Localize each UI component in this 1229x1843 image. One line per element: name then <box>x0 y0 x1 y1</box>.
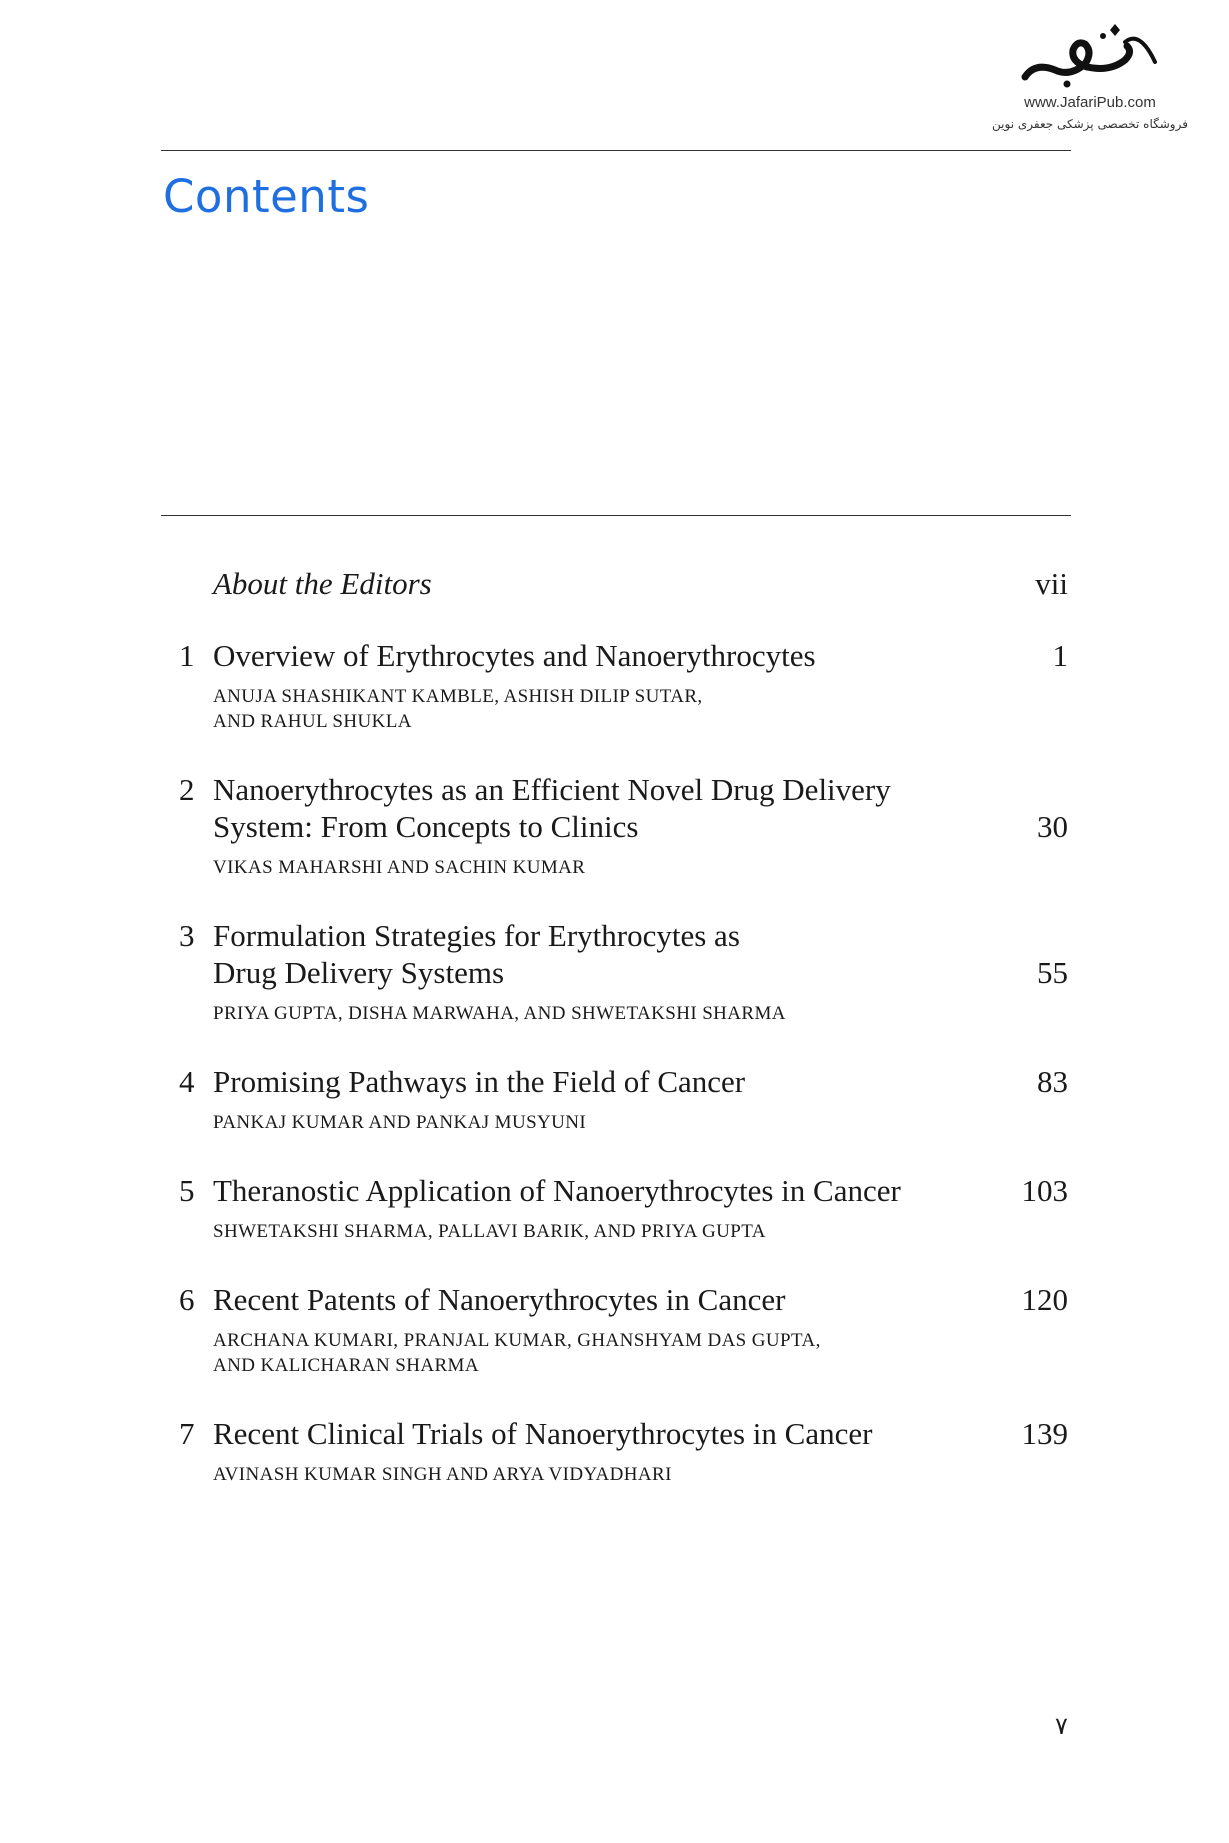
chapter-title-line: System: From Concepts to Clinics <box>213 809 639 844</box>
toc-entry-about-editors[interactable] <box>161 565 1071 602</box>
chapter-authors <box>213 1328 1071 1378</box>
authors-line: SHWETAKSHI SHARMA, PALLAVI BARIK, AND PRIYA GUPTA <box>213 1221 766 1242</box>
publisher-logo-icon <box>1015 22 1165 92</box>
top-rule <box>161 150 1071 151</box>
chapter-authors <box>213 684 1071 734</box>
authors-line: PANKAJ KUMAR AND PANKAJ MUSYUNI <box>213 1112 587 1133</box>
chapter-title: Theranostic Application of Nanoerythrocytes in Cancer <box>213 1173 901 1208</box>
chapter-number: 2 <box>179 772 195 807</box>
page-heading: Contents <box>163 170 370 223</box>
authors-line: AND RAHUL SHUKLA <box>213 711 412 732</box>
chapter-title: Recent Clinical Trials of Nanoerythrocytes in Cancer <box>213 1416 873 1451</box>
chapter-page: 30 <box>1037 809 1068 844</box>
chapter-authors <box>213 855 1071 880</box>
chapter-number: 7 <box>179 1416 195 1451</box>
authors-line: VIKAS MAHARSHI AND SACHIN KUMAR <box>213 857 586 878</box>
chapter-title: Promising Pathways in the Field of Cancer <box>213 1064 746 1099</box>
chapter-authors <box>213 1110 1071 1135</box>
chapter-title-line: Drug Delivery Systems <box>213 955 505 990</box>
toc-entry-chapter-7[interactable] <box>161 1415 1071 1487</box>
chapter-page: 103 <box>1021 1173 1068 1208</box>
toc-entry-chapter-4[interactable] <box>161 1063 1071 1135</box>
publisher-watermark <box>985 22 1195 131</box>
chapter-page: 83 <box>1037 1064 1068 1099</box>
toc-entry-chapter-6[interactable] <box>161 1281 1071 1378</box>
authors-line: PRIYA GUPTA, DISHA MARWAHA, AND SHWETAKSHI SHARMA <box>213 1003 786 1024</box>
page-folio: ۷ <box>1055 1714 1068 1740</box>
chapter-page: 139 <box>1021 1416 1068 1451</box>
chapter-number: 5 <box>179 1173 195 1208</box>
chapter-authors <box>213 1462 1071 1487</box>
chapter-page: 1 <box>1052 638 1068 673</box>
watermark-url: www.JafariPub.com <box>1024 94 1156 111</box>
chapter-number: 4 <box>179 1064 195 1099</box>
chapter-page: 55 <box>1037 955 1068 990</box>
chapter-number: 3 <box>179 918 195 953</box>
watermark-shop-name: فروشگاه تخصصی پزشکی جعفری نوین <box>992 117 1188 131</box>
table-of-contents <box>161 565 1071 1524</box>
toc-entry-chapter-1[interactable] <box>161 637 1071 734</box>
chapter-title: Recent Patents of Nanoerythrocytes in Cancer <box>213 1282 786 1317</box>
chapter-title <box>213 771 1071 845</box>
authors-line: AVINASH KUMAR SINGH AND ARYA VIDYADHARI <box>213 1464 672 1485</box>
chapter-authors <box>213 1219 1071 1244</box>
authors-line: AND KALICHARAN SHARMA <box>213 1355 479 1376</box>
chapter-title-line: Nanoerythrocytes as an Efficient Novel Drug Delivery <box>213 772 891 807</box>
chapter-title: Overview of Erythrocytes and Nanoerythrocytes <box>213 638 816 673</box>
chapter-number: 1 <box>179 638 195 673</box>
toc-entry-chapter-3[interactable] <box>161 917 1071 1026</box>
authors-line: ANUJA SHASHIKANT KAMBLE, ASHISH DILIP SUTAR, <box>213 686 703 707</box>
chapter-title-line: Formulation Strategies for Erythrocytes as <box>213 918 740 953</box>
authors-line: ARCHANA KUMARI, PRANJAL KUMAR, GHANSHYAM DAS GUPTA, <box>213 1330 821 1351</box>
chapter-authors <box>213 1001 1071 1026</box>
chapter-number: 6 <box>179 1282 195 1317</box>
chapter-title <box>213 917 1071 991</box>
section-rule <box>161 515 1071 516</box>
chapter-page: 120 <box>1021 1282 1068 1317</box>
toc-entry-page: vii <box>1035 566 1068 601</box>
toc-entry-chapter-2[interactable] <box>161 771 1071 880</box>
toc-entry-title: About the Editors <box>213 566 432 601</box>
toc-entry-chapter-5[interactable] <box>161 1172 1071 1244</box>
